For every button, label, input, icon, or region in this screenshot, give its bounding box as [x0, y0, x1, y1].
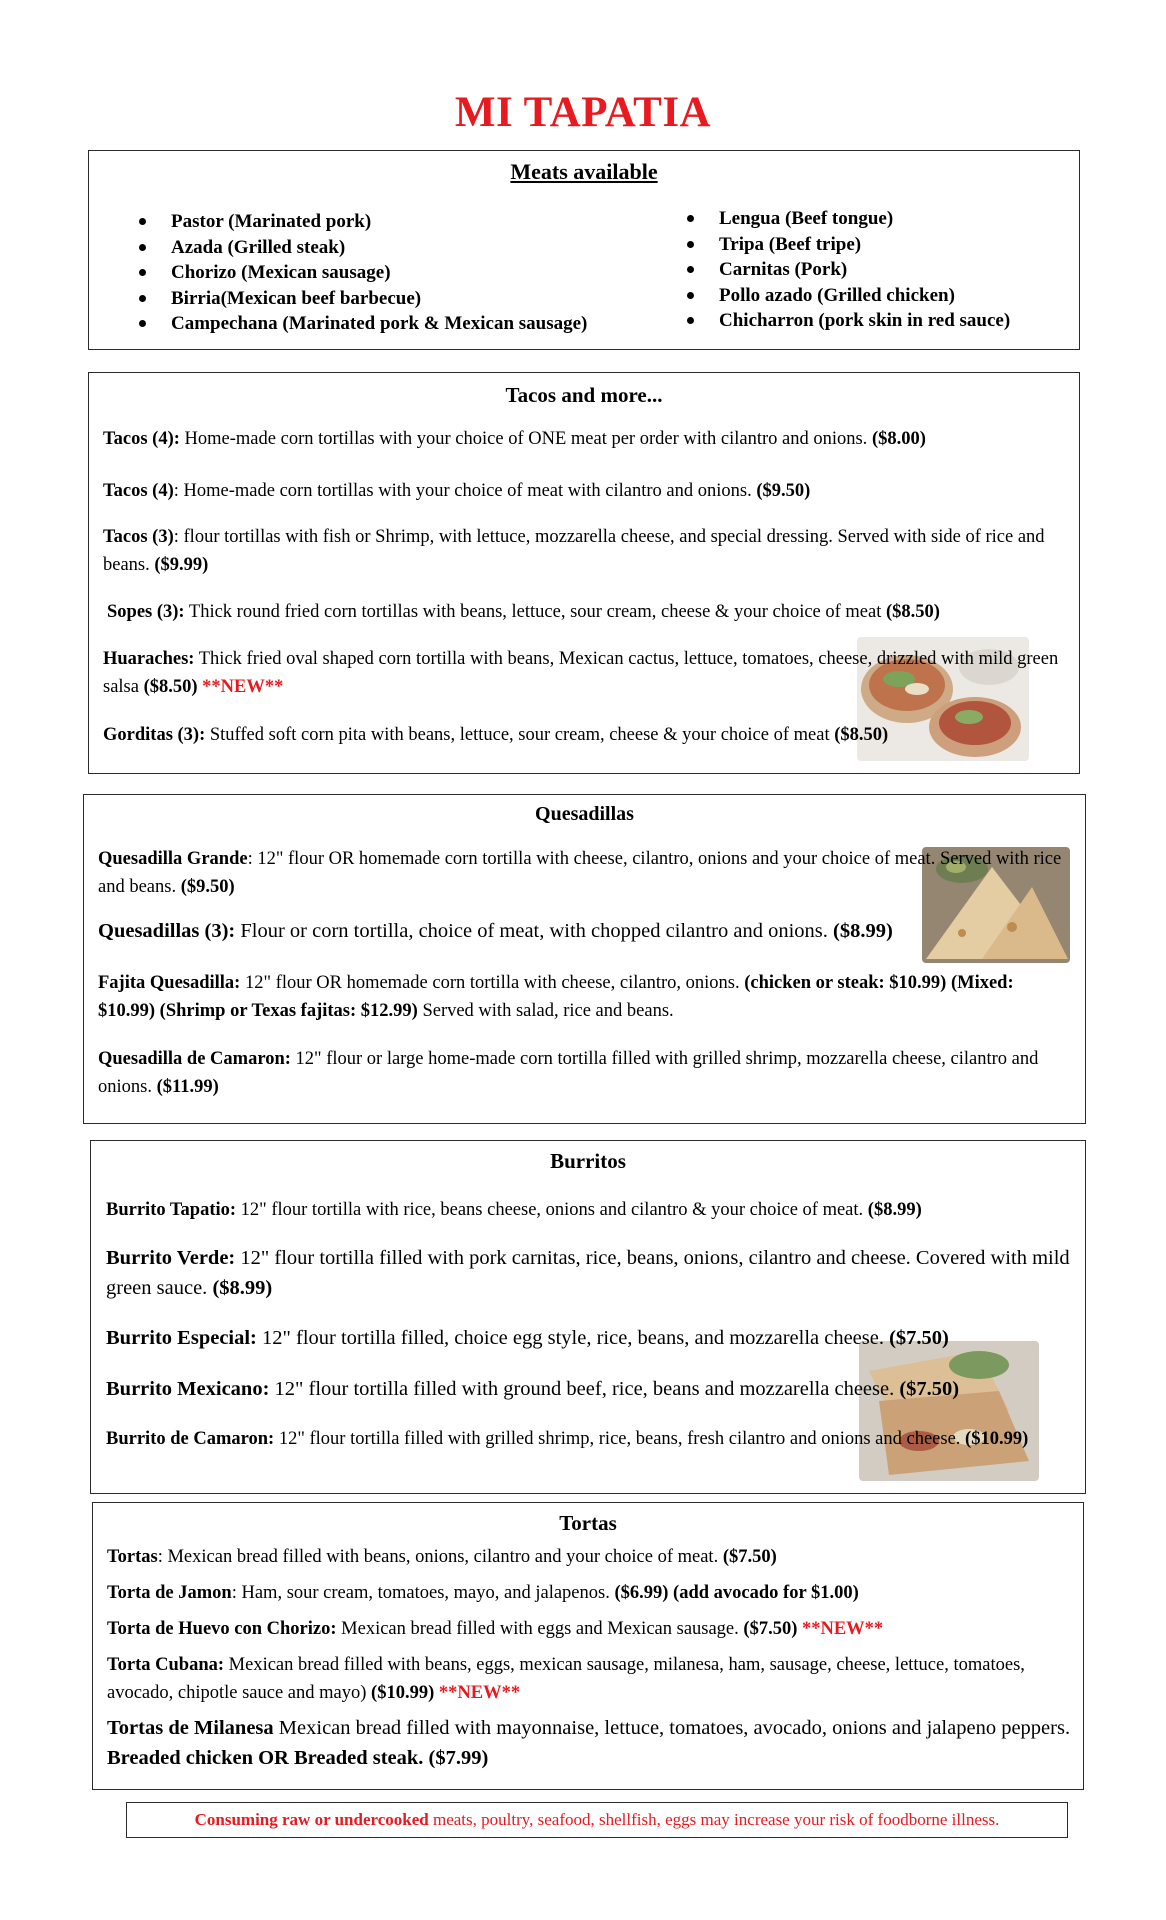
menu-item: Quesadillas (3): Flour or corn tortilla, choice of meat, with chopped cilantro and onions. ($8.99): [98, 920, 893, 942]
menu-item: Tortas: Mexican bread filled with beans, onions, cilantro and your choice of meat. ($7.50): [107, 1547, 777, 1567]
menu-item: Burrito Especial: 12" flour tortilla filled, choice egg style, rice, beans, and mozzarella cheese. ($7.50): [106, 1327, 949, 1349]
meat-item: Chicharron (pork skin in red sauce): [687, 308, 1010, 334]
menu-item: Burrito Mexicano: 12" flour tortilla filled with ground beef, rice, beans and mozzarella cheese. ($7.50): [106, 1378, 960, 1400]
meats-section: [88, 150, 1080, 350]
menu-item: Torta de Jamon: Ham, sour cream, tomatoes, mayo, and jalapenos. ($6.99) (add avocado for $1.00): [107, 1583, 859, 1603]
meat-item: Carnitas (Pork): [687, 257, 1010, 283]
meats-list-right: [687, 206, 1010, 334]
food-safety-warning: Consuming raw or undercooked meats, poultry, seafood, shellfish, eggs may increase your risk of foodborne illness.: [126, 1802, 1068, 1838]
menu-item: Tacos (4): Home-made corn tortillas with your choice of meat with cilantro and onions. ($9.50): [103, 481, 811, 501]
menu-item: Tortas de Milanesa Mexican bread filled with mayonnaise, lettuce, tomatoes, avocado, onions and jalapeno peppers. Breaded chicken OR Breaded steak. ($7.99): [107, 1717, 1071, 1769]
menu-item: Burrito de Camaron: 12" flour tortilla filled with grilled shrimp, rice, beans, fresh cilantro and onions and cheese. ($10.99): [106, 1429, 1029, 1449]
menu-item: Sopes (3): Thick round fried corn tortillas with beans, lettuce, sour cream, cheese & your choice of meat ($8.50): [107, 602, 940, 622]
meat-item: Azada (Grilled steak): [139, 235, 587, 261]
restaurant-title: MI TAPATIA: [454, 89, 712, 136]
menu-item: Quesadilla Grande: 12" flour OR homemade corn tortilla with cheese, cilantro, onions and your choice of meat. Served with rice and beans. ($9.50): [98, 849, 1062, 897]
meat-item: Lengua (Beef tongue): [687, 206, 1010, 232]
menu-item: Fajita Quesadilla: 12" flour OR homemade corn tortilla with cheese, cilantro, onions. (chicken or steak: $10.99) (Mixed: $10.99) (Shrimp or Texas fajitas: $12.99) Served with salad, rice and beans.: [98, 973, 1014, 1021]
tortas-section: [92, 1502, 1084, 1790]
new-badge: **NEW**: [202, 677, 284, 697]
meats-list-left: [139, 209, 587, 337]
menu-item: Torta de Huevo con Chorizo: Mexican bread filled with eggs and Mexican sausage. ($7.50) **NEW**: [107, 1619, 884, 1639]
menu-item: Quesadilla de Camaron: 12" flour or large home-made corn tortilla filled with grilled shrimp, mozzarella cheese, cilantro and onions. ($11.99): [98, 1049, 1039, 1097]
menu-item: Tacos (4): Home-made corn tortillas with your choice of ONE meat per order with cilantro and onions. ($8.00): [103, 429, 926, 449]
quesadillas-section: [83, 794, 1086, 1124]
menu-item: Huaraches: Thick fried oval shaped corn tortilla with beans, Mexican cactus, lettuce, tomatoes, cheese, drizzled with mild green salsa ($8.50) **NEW**: [103, 649, 1059, 697]
menu-item: Tacos (3): flour tortillas with fish or Shrimp, with lettuce, mozzarella cheese, and special dressing. Served with side of rice and beans. ($9.99): [103, 527, 1045, 575]
menu-item: Burrito Tapatio: 12" flour tortilla with rice, beans cheese, onions and cilantro & your choice of meat. ($8.99): [106, 1200, 922, 1220]
meat-item: Birria(Mexican beef barbecue): [139, 286, 587, 312]
menu-item: Torta Cubana: Mexican bread filled with beans, eggs, mexican sausage, milanesa, ham, sausage, cheese, lettuce, tomatoes, avocado, chipotle sauce and mayo) ($10.99) **NEW**: [107, 1655, 1025, 1703]
meat-item: Pastor (Marinated pork): [139, 209, 587, 235]
new-badge: **NEW**: [438, 1683, 521, 1703]
meat-item: Pollo azado (Grilled chicken): [687, 283, 1010, 309]
meats-title: Meats available: [510, 159, 658, 184]
tacos-section: [88, 372, 1080, 774]
meat-item: Campechana (Marinated pork & Mexican sausage): [139, 311, 587, 337]
burritos-title: Burritos: [550, 1149, 626, 1173]
menu-item: Burrito Verde: 12" flour tortilla filled with pork carnitas, rice, beans, onions, cilantro and cheese. Covered with mild green sauce. ($8.99): [106, 1247, 1070, 1299]
meat-item: Chorizo (Mexican sausage): [139, 260, 587, 286]
new-badge: **NEW**: [801, 1619, 884, 1639]
quesadillas-title: Quesadillas: [535, 803, 634, 825]
meat-item: Tripa (Beef tripe): [687, 232, 1010, 258]
tacos-title: Tacos and more...: [505, 383, 663, 407]
tortas-title: Tortas: [559, 1511, 617, 1535]
burritos-section: [90, 1140, 1086, 1494]
burrito-photo: [859, 1341, 1039, 1481]
menu-item: Gorditas (3): Stuffed soft corn pita with beans, lettuce, sour cream, cheese & your choice of meat ($8.50): [103, 725, 889, 745]
